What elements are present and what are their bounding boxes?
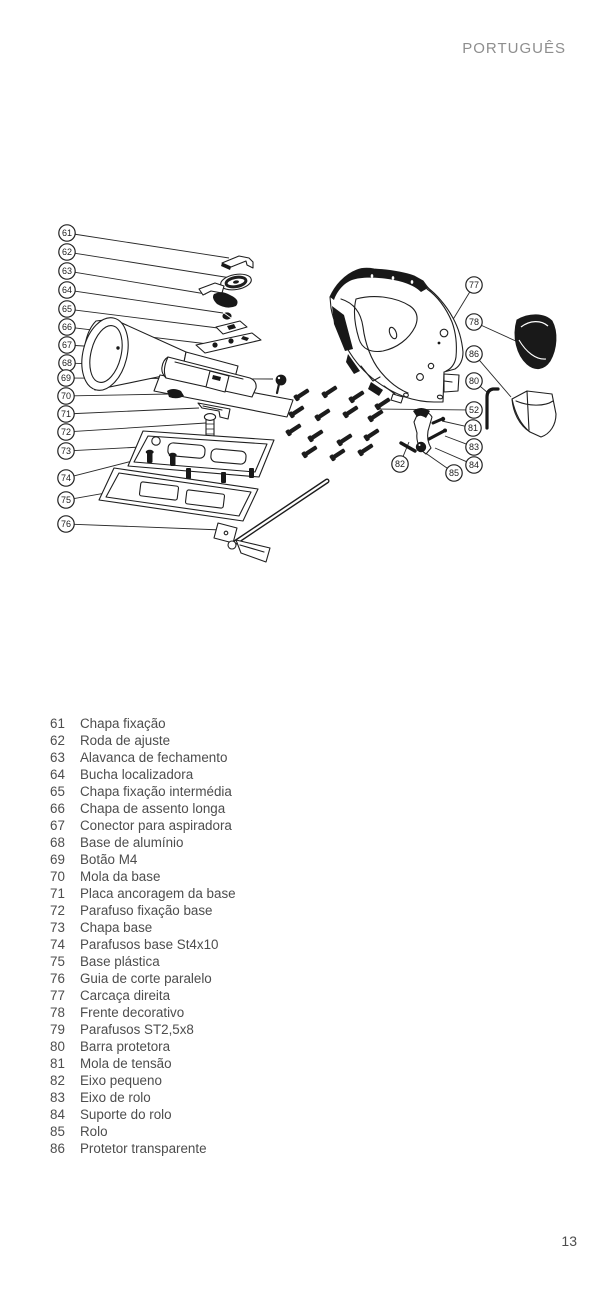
leader-line-70 — [74, 394, 170, 396]
part-number: 79 — [50, 1022, 65, 1037]
part-name: Alavanca de fechamento — [80, 750, 228, 765]
svg-text:75: 75 — [60, 495, 72, 506]
part-64-bucha-drawing — [222, 312, 231, 319]
part-name: Chapa fixação — [80, 716, 166, 731]
leader-line-76 — [74, 524, 222, 530]
part-row — [50, 1089, 390, 1106]
part-name: Eixo pequeno — [80, 1073, 162, 1088]
leader-line-84 — [435, 448, 466, 462]
callout-76 — [58, 516, 74, 532]
part-number: 61 — [50, 716, 65, 731]
callout-64 — [59, 282, 75, 298]
part-name: Eixo de rolo — [80, 1090, 151, 1105]
part-name: Protetor transparente — [80, 1141, 207, 1156]
part-row — [50, 987, 390, 1004]
part-number: 68 — [50, 835, 65, 850]
language-header: PORTUGUÊS — [462, 40, 566, 57]
svg-text:68: 68 — [61, 358, 73, 369]
callout-65 — [59, 301, 75, 317]
leader-line-63 — [75, 272, 206, 294]
part-number: 69 — [50, 852, 65, 867]
part-name: Frente decorativo — [80, 1005, 185, 1020]
svg-text:70: 70 — [60, 391, 72, 402]
part-row — [50, 1123, 390, 1140]
svg-text:52: 52 — [468, 405, 480, 416]
part-row — [50, 817, 390, 834]
callout-82 — [392, 456, 408, 472]
part-row — [50, 1021, 390, 1038]
part-name: Chapa de assento longa — [80, 801, 226, 816]
part-number: 86 — [50, 1141, 65, 1156]
callout-71 — [58, 406, 74, 422]
svg-text:83: 83 — [468, 442, 480, 453]
part-78-frente-decorativo-drawing — [515, 315, 556, 369]
part-row — [50, 715, 390, 732]
part-number: 76 — [50, 971, 65, 986]
leader-line-81 — [442, 421, 465, 426]
part-row — [50, 868, 390, 885]
part-62-roda-ajuste-drawing — [219, 272, 252, 292]
part-row — [50, 1140, 390, 1157]
leader-line-72 — [74, 423, 206, 431]
callout-85 — [446, 465, 462, 481]
part-85-rolo-drawing — [416, 442, 426, 452]
parts-list — [50, 715, 390, 1157]
part-number: 65 — [50, 784, 65, 799]
part-number: 84 — [50, 1107, 65, 1122]
svg-text:73: 73 — [60, 446, 72, 457]
part-name: Base plástica — [80, 954, 160, 969]
part-83-eixo-rolo-drawing — [429, 429, 447, 440]
part-row — [50, 919, 390, 936]
svg-text:69: 69 — [60, 373, 72, 384]
part-86-protetor-transparente-drawing — [512, 391, 556, 437]
part-number: 70 — [50, 869, 65, 884]
leader-line-61 — [75, 234, 229, 258]
callout-84 — [466, 457, 482, 473]
callout-69 — [58, 370, 74, 386]
leader-line-64 — [75, 291, 223, 313]
part-row — [50, 851, 390, 868]
part-number: 74 — [50, 937, 65, 952]
part-name: Bucha localizadora — [80, 767, 194, 782]
svg-text:85: 85 — [448, 468, 460, 479]
callout-62 — [59, 244, 75, 260]
svg-text:78: 78 — [468, 317, 480, 328]
leader-line-83 — [445, 436, 466, 444]
svg-text:80: 80 — [468, 376, 480, 387]
callout-66 — [59, 319, 75, 335]
part-number: 64 — [50, 767, 65, 782]
part-row — [50, 749, 390, 766]
callout-83 — [466, 439, 482, 455]
part-name: Conector para aspiradora — [80, 818, 232, 833]
svg-text:71: 71 — [60, 409, 72, 420]
callout-74 — [58, 470, 74, 486]
part-name: Carcaça direita — [80, 988, 171, 1003]
part-row — [50, 1004, 390, 1021]
svg-text:81: 81 — [467, 423, 479, 434]
callout-61 — [59, 225, 75, 241]
part-77-carcaca-direita-drawing — [330, 268, 463, 403]
part-name: Botão M4 — [80, 852, 138, 867]
part-66-chapa-assento-drawing — [196, 333, 261, 353]
svg-text:86: 86 — [468, 349, 480, 360]
callout-63 — [59, 263, 75, 279]
part-row — [50, 970, 390, 987]
part-number: 85 — [50, 1124, 65, 1139]
callout-70 — [58, 388, 74, 404]
part-number: 63 — [50, 750, 65, 765]
part-row — [50, 902, 390, 919]
leader-line-71 — [74, 408, 199, 414]
part-80-barra-protetora-drawing — [487, 389, 498, 428]
leader-line-85 — [424, 452, 447, 468]
part-number: 80 — [50, 1039, 65, 1054]
callout-86 — [466, 346, 482, 362]
part-number: 62 — [50, 733, 65, 748]
leader-line-86 — [479, 360, 511, 397]
svg-text:64: 64 — [61, 285, 73, 296]
part-number: 77 — [50, 988, 65, 1003]
part-number: 71 — [50, 886, 65, 901]
callout-68 — [59, 355, 75, 371]
part-81-mola-tensao-drawing — [433, 417, 445, 423]
part-number: 83 — [50, 1090, 65, 1105]
part-row — [50, 834, 390, 851]
svg-text:67: 67 — [61, 340, 73, 351]
part-row — [50, 1106, 390, 1123]
svg-text:76: 76 — [60, 519, 72, 530]
exploded-parts-diagram — [0, 0, 602, 640]
part-number: 73 — [50, 920, 65, 935]
part-69-botao-m4-drawing — [276, 375, 287, 393]
part-65-chapa-intermedia-drawing — [216, 321, 247, 334]
part-row — [50, 1055, 390, 1072]
part-row — [50, 885, 390, 902]
svg-text:63: 63 — [61, 266, 73, 277]
svg-text:74: 74 — [60, 473, 72, 484]
part-row — [50, 936, 390, 953]
callout-52 — [466, 402, 482, 418]
part-number: 72 — [50, 903, 65, 918]
part-name: Mola de tensão — [80, 1056, 172, 1071]
part-row — [50, 732, 390, 749]
part-row — [50, 1038, 390, 1055]
svg-text:62: 62 — [61, 247, 73, 258]
part-name: Barra protetora — [80, 1039, 171, 1054]
svg-text:61: 61 — [61, 228, 73, 239]
part-name: Guia de corte paralelo — [80, 971, 212, 986]
svg-text:77: 77 — [468, 280, 480, 291]
part-name: Parafuso fixação base — [80, 903, 213, 918]
svg-text:84: 84 — [468, 460, 480, 471]
part-row — [50, 783, 390, 800]
callout-67 — [59, 337, 75, 353]
leader-line-78 — [481, 325, 518, 342]
part-number: 66 — [50, 801, 65, 816]
part-name: Mola da base — [80, 869, 161, 884]
part-number: 78 — [50, 1005, 65, 1020]
callout-77 — [466, 277, 482, 293]
svg-text:65: 65 — [61, 304, 73, 315]
part-number: 67 — [50, 818, 65, 833]
part-name: Placa ancoragem da base — [80, 886, 236, 901]
svg-text:82: 82 — [394, 459, 406, 470]
part-name: Suporte do rolo — [80, 1107, 172, 1122]
part-row — [50, 953, 390, 970]
part-number: 75 — [50, 954, 65, 969]
callout-81 — [465, 420, 481, 436]
part-name: Chapa base — [80, 920, 153, 935]
leader-line-62 — [75, 253, 231, 278]
callout-72 — [58, 424, 74, 440]
part-name: Base de alumínio — [80, 835, 184, 850]
part-name: Roda de ajuste — [80, 733, 171, 748]
part-number: 82 — [50, 1073, 65, 1088]
leader-line-73 — [74, 447, 141, 451]
part-name: Parafusos base St4x10 — [80, 937, 219, 952]
callout-78 — [466, 314, 482, 330]
svg-text:72: 72 — [60, 427, 72, 438]
page-number: 13 — [561, 1233, 577, 1249]
part-number: 81 — [50, 1056, 65, 1071]
callout-73 — [58, 443, 74, 459]
part-row — [50, 1072, 390, 1089]
part-name: Chapa fixação intermédia — [80, 784, 232, 799]
part-row — [50, 800, 390, 817]
callout-80 — [466, 373, 482, 389]
part-75-base-plastica-drawing — [99, 468, 258, 521]
part-name: Rolo — [80, 1124, 108, 1139]
part-name: Parafusos ST2,5x8 — [80, 1022, 194, 1037]
svg-text:66: 66 — [61, 322, 73, 333]
part-61-chapa-fixacao-drawing — [221, 256, 253, 270]
part-79-screws-field-drawing — [285, 384, 391, 462]
callout-75 — [58, 492, 74, 508]
part-row — [50, 766, 390, 783]
